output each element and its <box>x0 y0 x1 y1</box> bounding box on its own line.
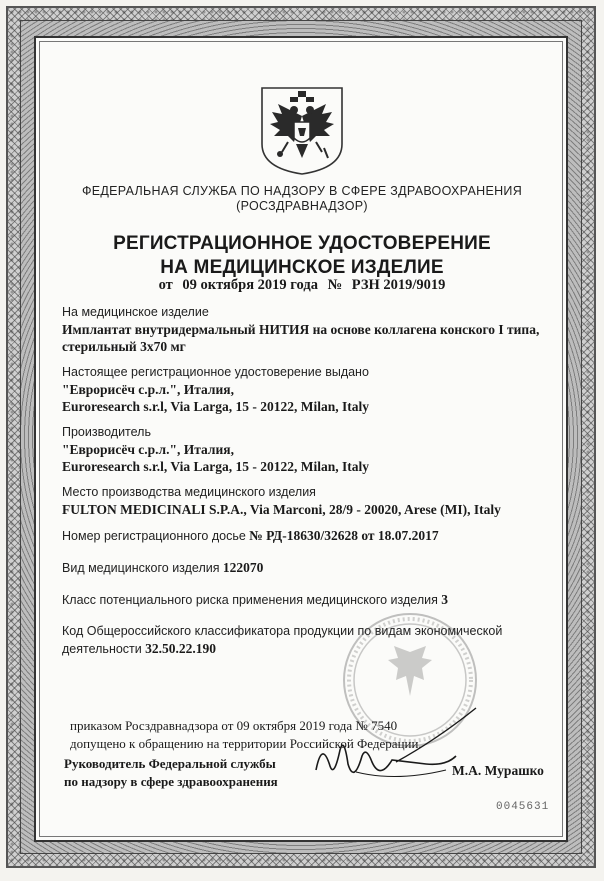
manufacturer-line-2: Euroresearch s.r.l, Via Larga, 15 - 20122, Milan, Italy <box>62 459 369 474</box>
coat-of-arms-emblem-icon <box>258 86 346 176</box>
issued-to-line-1: "Еврорисёч с.р.л.", Италия, <box>62 382 234 397</box>
manufacturer-label: Производитель <box>62 425 151 439</box>
dossier-block <box>62 527 532 545</box>
document-title <box>60 232 544 280</box>
dossier-value: № РД-18630/32628 от 18.07.2017 <box>249 528 439 543</box>
signatory-title-line-2: по надзору в сфере здравоохранения <box>64 774 278 789</box>
issued-to-label: Настоящее регистрационное удостоверение выдано <box>62 365 369 379</box>
issue-date-line <box>60 277 544 294</box>
agency-short-name: (РОСЗДРАВНАДЗОР) <box>236 199 368 213</box>
device-label: На медицинское изделие <box>62 305 209 319</box>
risk-class-label: Класс потенциального риска применения медицинского изделия <box>62 593 438 607</box>
registration-number: РЗН 2019/9019 <box>351 277 446 293</box>
issued-to-block <box>62 364 532 415</box>
form-serial-number: 0045631 <box>496 801 550 813</box>
issued-to-line-2: Euroresearch s.r.l, Via Larga, 15 - 20122, Milan, Italy <box>62 399 369 414</box>
production-place-block <box>62 484 532 518</box>
title-line-2: НА МЕДИЦИНСКОЕ ИЗДЕЛИЕ <box>160 257 444 278</box>
device-kind-label: Вид медицинского изделия <box>62 561 220 575</box>
device-name-line-1: Имплантат внутридермальный НИТИЯ на основе коллагена конского I типа, <box>62 322 540 337</box>
signatory-name: М.А. Мурашко <box>452 763 544 778</box>
device-kind-block <box>62 559 532 577</box>
okp-label-line-2: деятельности <box>62 642 142 656</box>
device-block <box>62 304 540 355</box>
okp-code-value: 32.50.22.190 <box>145 641 217 656</box>
agency-name: ФЕДЕРАЛЬНАЯ СЛУЖБА ПО НАДЗОРУ В СФЕРЕ ЗДРАВООХРАНЕНИЯ <box>81 184 523 198</box>
device-name-line-2: стерильный 3х70 мг <box>62 339 186 354</box>
order-line-2: допущено к обращению на территории Российской Федерации. <box>70 736 422 751</box>
manufacturer-line-1: "Еврорисёч с.р.л.", Италия, <box>62 442 234 457</box>
order-line-1: приказом Росздравнадзора от 09 октября 2019 года № 7540 <box>70 718 398 733</box>
title-line-1: РЕГИСТРАЦИОННОЕ УДОСТОВЕРЕНИЕ <box>113 233 491 254</box>
device-kind-value: 122070 <box>222 560 264 575</box>
production-place-value: FULTON MEDICINALI S.P.A., Via Marconi, 28/9 - 20020, Arese (MI), Italy <box>62 502 501 517</box>
number-sign: № <box>327 277 343 293</box>
signatory-title-line-1: Руководитель Федеральной службы <box>64 756 276 771</box>
issue-date: 09 октября 2019 года <box>182 277 318 293</box>
manufacturer-block <box>62 424 532 475</box>
production-place-label: Место производства медицинского изделия <box>62 485 316 499</box>
date-prefix: от <box>158 277 173 293</box>
signatory-title <box>64 755 294 791</box>
risk-class-block <box>62 591 532 609</box>
okp-label-line-1: Код Общероссийского классификатора продукции по видам экономической <box>62 624 503 638</box>
dossier-label: Номер регистрационного досье <box>62 529 246 543</box>
agency-header <box>60 184 544 214</box>
risk-class-value: 3 <box>441 592 448 607</box>
